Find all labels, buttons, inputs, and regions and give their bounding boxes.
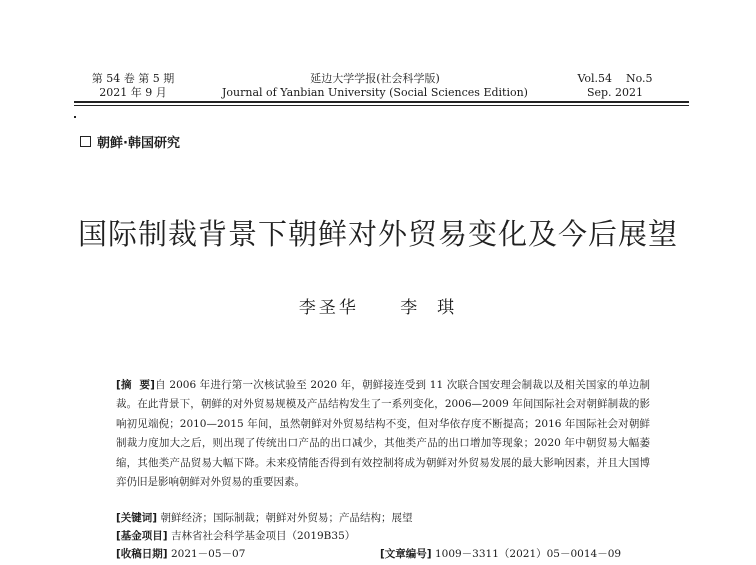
abstract-text: 自 2006 年进行第一次核试验至 2020 年，朝鲜接连受到 11 次联合国安理会制裁以及相关国家的单边制裁。在此背景下，朝鲜的对外贸易规模及产品结构发生了一系列变化，2006—2009 年间国际社会对朝鲜制裁的影响初见端倪；2010—2015 年间，虽然朝鲜对外贸易结构不变，但对华依存度不断提高；2016 年国际社会对朝鲜制裁力度加大之后，则出现了传统出口产品的出口减少，其他类产品的出口增加等现象；2020 年中朝贸易大幅萎缩，其他类产品贸易大幅下降。未来疫情能否得到有效控制将成为朝鲜对外贸易发展的最大影响因素，并且大国博弈仍旧是影响朝鲜对外贸易的重要因素。 — [116, 379, 650, 489]
received-label: [收稿日期] — [116, 548, 168, 560]
publication-date-en: Sep. 2021 — [586, 86, 644, 99]
keywords-text: 朝鲜经济；国际制裁；朝鲜对外贸易；产品结构；展望 — [160, 512, 413, 524]
fund-text: 吉林省社会科学基金项目（2019B35） — [170, 530, 356, 542]
header-rule-thick — [74, 101, 689, 103]
header-right — [560, 72, 670, 100]
fund-label: [基金项目] — [116, 530, 168, 542]
abstract — [116, 376, 650, 492]
keywords-label: [关键词] — [116, 512, 158, 524]
journal-name-en: Journal of Yanbian University (Social Sciences Edition) — [222, 86, 528, 99]
header-rule-thin — [74, 105, 689, 106]
header-center — [205, 72, 545, 100]
article-code — [380, 546, 621, 562]
abstract-label: [摘 要] — [116, 379, 155, 391]
fund — [116, 528, 355, 544]
header-left — [78, 72, 188, 100]
article-code-text: 1009－3311（2021）05－0014－09 — [434, 548, 622, 560]
keywords — [116, 510, 412, 526]
column-heading — [80, 132, 180, 151]
article-code-label: [文章编号] — [380, 548, 432, 560]
authors — [0, 293, 756, 318]
author-1: 李圣华 — [298, 298, 359, 318]
checkbox-icon — [80, 136, 91, 147]
author-2: 李 琪 — [400, 298, 458, 318]
article-title: 国际制裁背景下朝鲜对外贸易变化及今后展望 — [77, 217, 678, 251]
volume-issue: 第 54 卷 第 5 期 — [91, 72, 175, 85]
received-date — [116, 546, 245, 562]
journal-name-cn: 延边大学学报(社会科学版) — [310, 72, 440, 85]
publication-date-cn: 2021 年 9 月 — [99, 86, 167, 99]
stray-dot — [74, 116, 76, 118]
received-text: 2021－05－07 — [170, 548, 246, 560]
column-label: 朝鲜·韩国研究 — [97, 136, 180, 151]
volume-en: Vol.54 No.5 — [577, 72, 653, 85]
